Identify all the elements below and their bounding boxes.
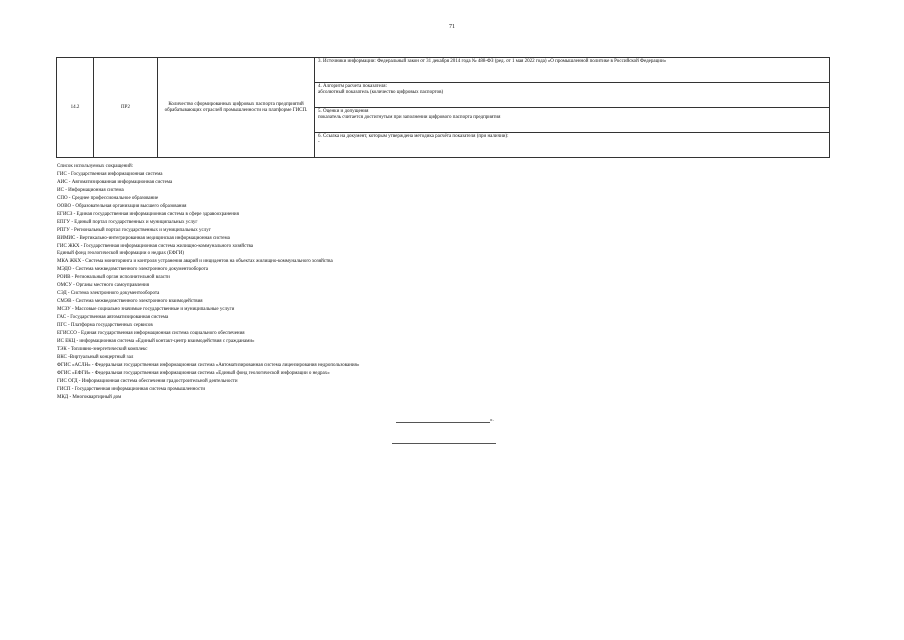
info-methodology-cell [315,133,830,158]
info-title: 6. Ссылка на документ, которым утверждена методика расчёта показателя (при наличии): [318,134,509,139]
table-row [57,58,830,83]
info-detail: показатель считается достигнутым при заполнении цифрового паспорта предприятия [318,115,501,120]
list-item: МКД - Многоквартирный дом [57,394,122,400]
list-item: СЭД - Система электронного документооборота [57,291,160,297]
list-item: ЕПГУ - Единый портал государственных и муниципальных услуг [57,219,198,225]
indicator-name-cell: Количество сформированных цифровых паспорта предприятий обрабатывающих отраслей промышленности на платформе ГИСП. [158,58,315,158]
list-item: ИС ЕКЦ - информационная система «Единый контакт-центр взаимодействия с гражданами» [57,338,255,344]
indicator-table [56,57,830,158]
info-title: 4. Алгоритм расчета показателя: [318,84,387,89]
page-number: 71 [449,24,455,30]
list-item: ФГИС «АСЛН» - Федеральная государственная информационная система «Автоматизированная система лицензирования недропользования» [57,362,360,368]
list-item: ГАС - Государственная автоматизированная система [57,315,169,321]
row-number-cell: 14.2 [57,58,94,158]
list-item: ПГС - Платформа государственных сервисов [57,323,153,329]
list-item: ОМСУ - Органы местного самоуправления [57,283,149,289]
list-item: ЕГИСЗ - Единая государственная информационная система в сфере здравоохранения [57,211,239,217]
list-item: ВКС -Виртуальный концертный зал [57,354,134,360]
list-item: МКА ЖКХ - Система мониторинга и контроля устранения аварий и инцидентов на объектах жилищно-коммунального хозяйства [57,259,333,265]
list-item: МЭДО - Система межведомственного электронного документооборота [57,267,209,273]
end-mark: ». [490,418,494,423]
info-detail: абсолютный показатель (количество цифровых паспортов) [318,90,444,95]
info-title: 5. Оценки и допущения [318,109,369,114]
list-item: МСЗУ - Массовые социально значимые государственные и муниципальные услуги [57,307,235,313]
list-item: ООВО - Образовательная организация высшего образования [57,203,187,209]
list-item: РОИВ - Региональный орган исполнительной власти [57,275,170,281]
divider-line [392,443,496,444]
list-item: ТЭК - Топливно-энергетический комплекс [57,346,148,352]
list-item: Единый фонд геологической информации о недрах (ЕФГИ) [57,251,185,257]
list-item: ФГИС «ЕФГИ» - Федеральная государственная информационная система «Единый фонд геологической информации о недрах» [57,370,330,376]
list-item: ВИМИС - Вертикально-интегрированная медицинская информационная система [57,235,230,241]
list-item: АИС - Автоматизированная информационная система [57,179,173,185]
info-assumptions-cell [315,108,830,133]
list-item: ГИС ЖКХ - Государственная информационная система жилищно-коммунального хозяйства [57,243,254,249]
info-detail: - [318,140,320,145]
info-algorithm-cell [315,83,830,108]
list-item: ГИС ОГД - Информационная система обеспечения градостроительной деятельности [57,378,238,384]
list-item: СПО - Среднее профессиональное образование [57,195,159,201]
signature-line [396,422,490,423]
abbreviations-heading: Список используемых сокращений: [57,164,134,169]
list-item: ИС - Информационная система [57,187,124,193]
abbreviations-list [57,163,517,402]
info-title: 3. Источники информации: Федеральный закон от 31 декабря 2014 года № 488-ФЗ (ред. от 1 мая 2022 года) «О промышленной политике в Российской Федерации» [318,59,667,64]
indicator-code-cell: ПР2 [94,58,158,158]
list-item: ЕГИССО - Единая государственная информационная система социального обеспечения [57,331,245,337]
list-item: ГИСП - Государственная информационная система промышленности [57,386,206,392]
list-item: СМЭВ - Система межведомственного электронного взаимодействия [57,299,203,305]
list-item: РПГУ - Региональный портал государственных и муниципальных услуг [57,227,211,233]
info-sources-cell [315,58,830,83]
list-item: ГИС - Государственная информационная система [57,171,163,177]
